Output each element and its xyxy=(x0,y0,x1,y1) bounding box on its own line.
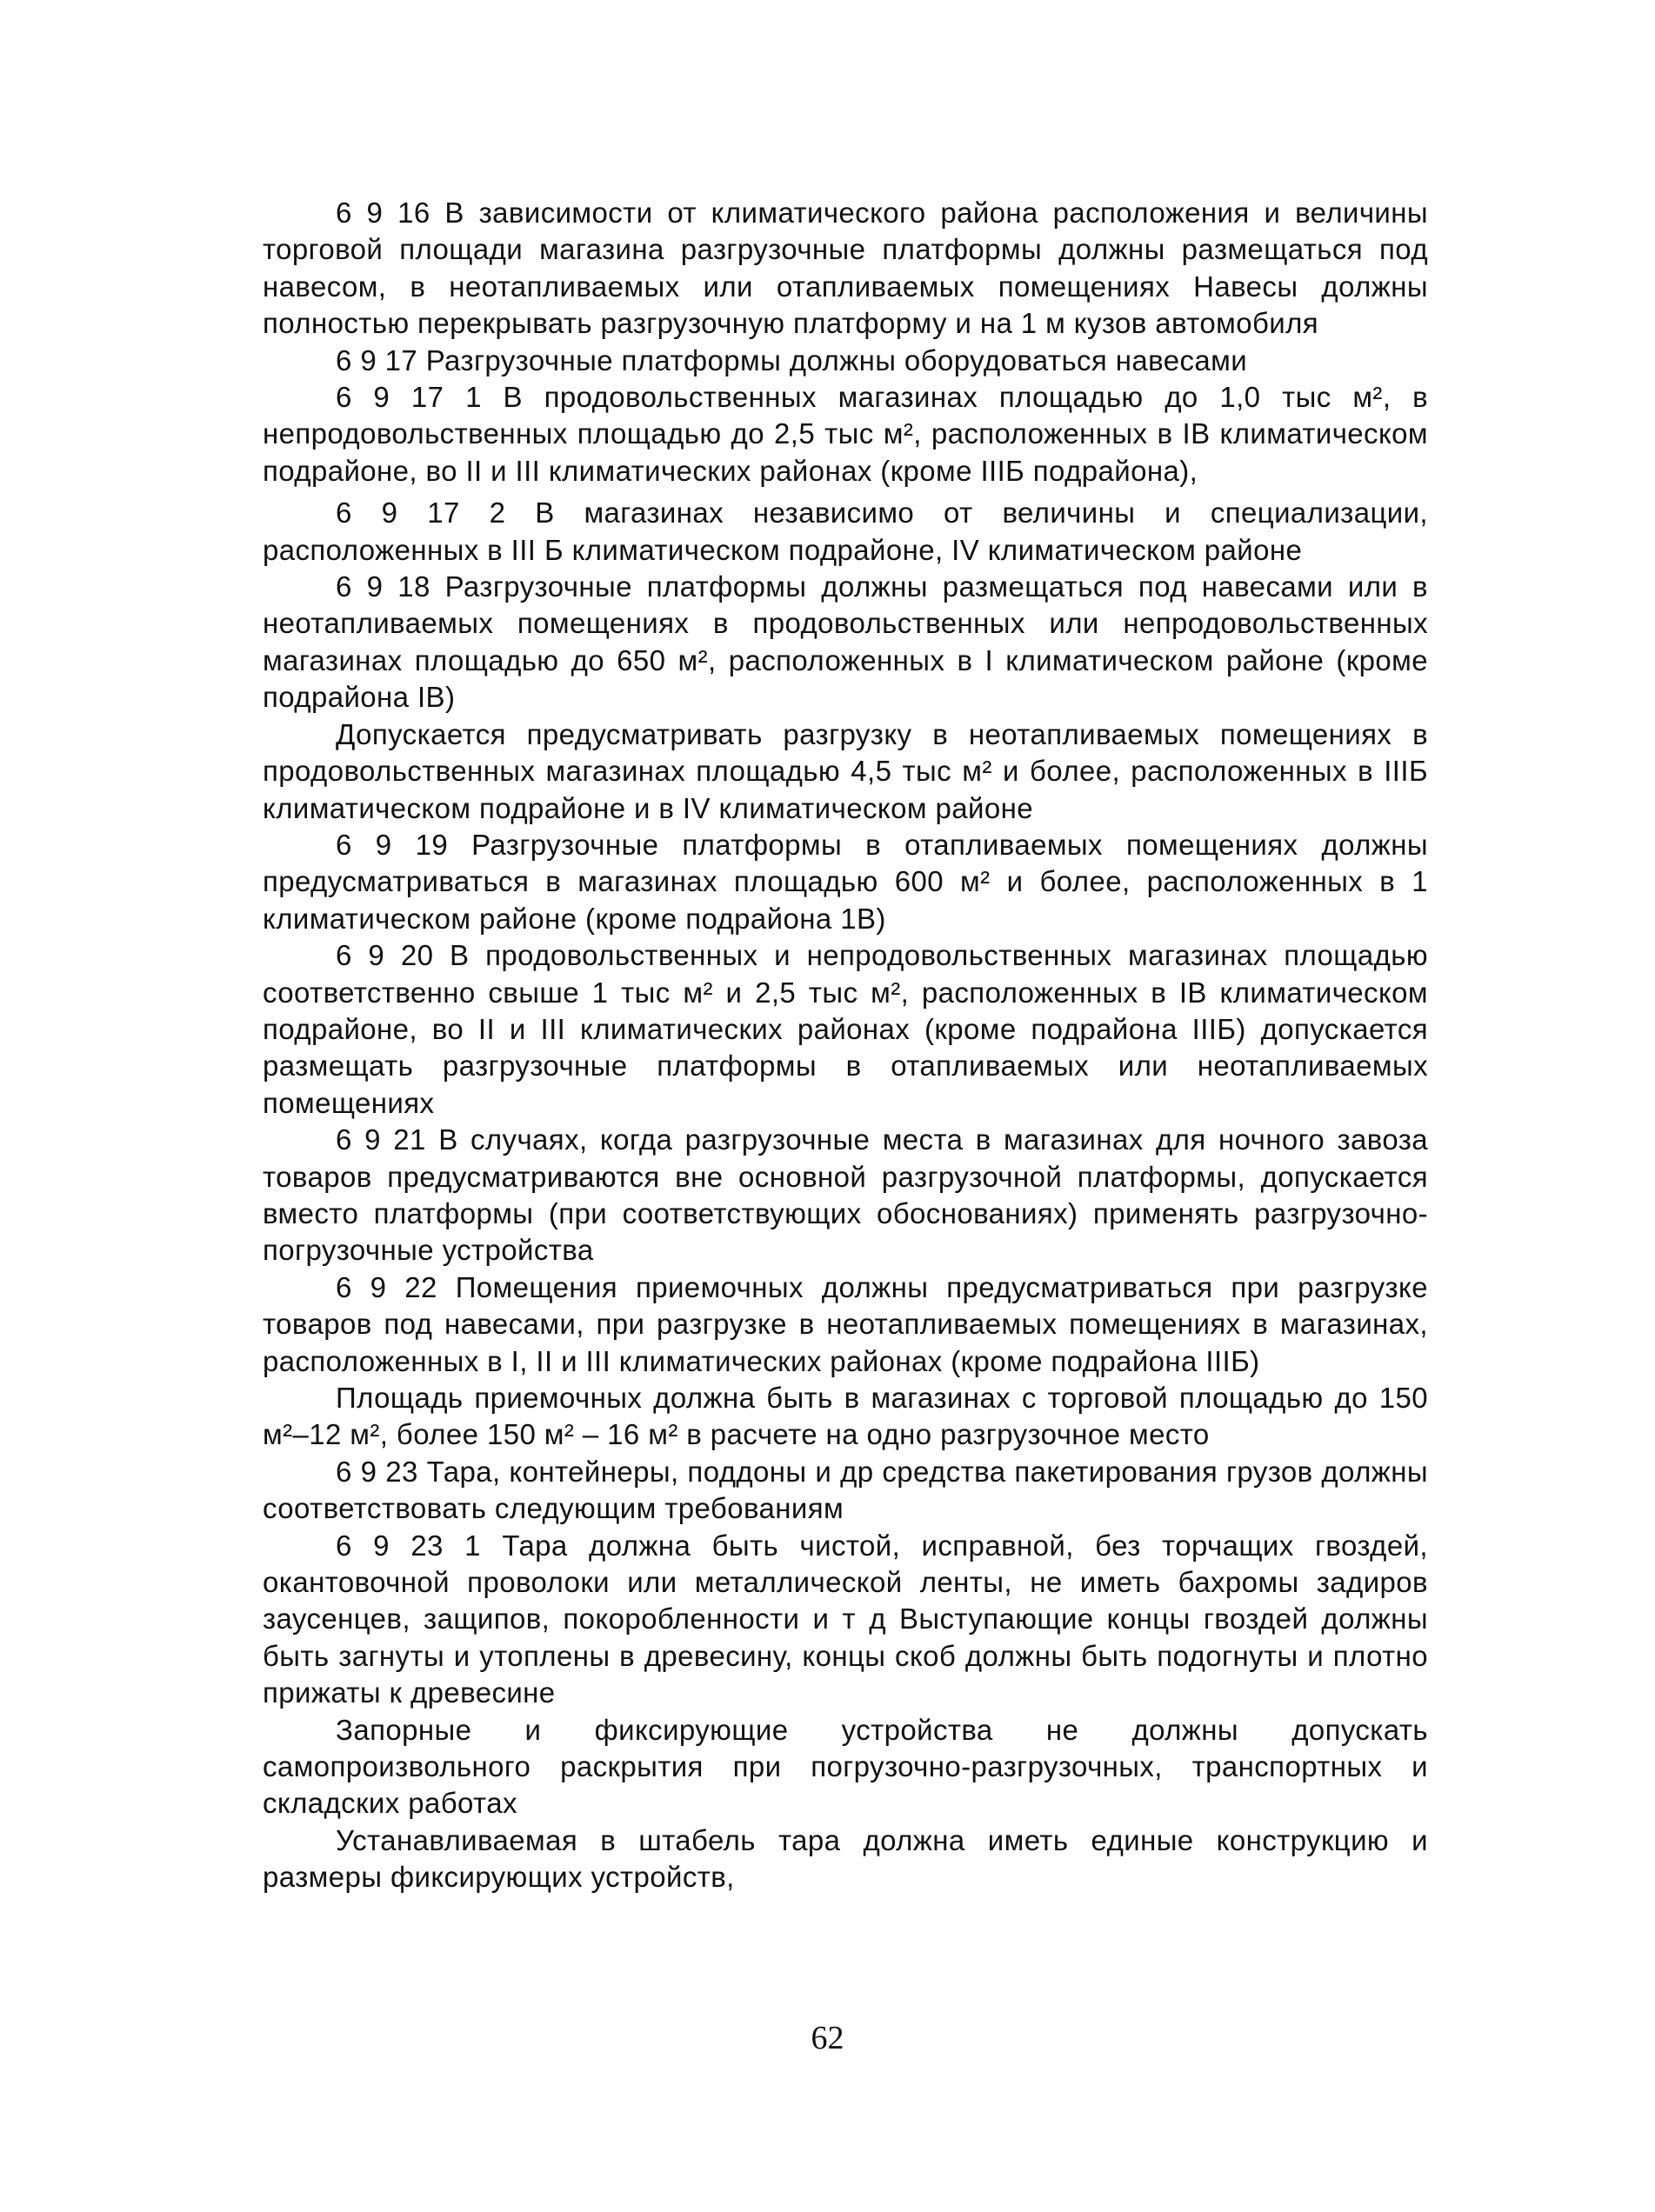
paragraph-6-9-18: 6 9 18 Разгрузочные платформы должны размещаться под навесами или в неотапливаемых помещениях в продовольственных или непродовольственных магазинах площадью до 650 м², расположенных в I климатическом районе (кроме подрайона IВ) xyxy=(263,570,1428,714)
paragraph-stacked-containers: Устанавливаемая в штабель тара должна иметь единые конструкцию и размеры фиксирующих устройств, xyxy=(263,1823,1428,1894)
paragraph-6-9-16: 6 9 16 В зависимости от климатического района расположения и величины торговой площади магазина разгрузочные платформы должны размещаться под навесом, в неотапливаемых или отапливаемых помещениях Навесы должны полностью перекрывать разгрузочную платформу и на 1 м кузов автомобиля xyxy=(263,197,1428,340)
paragraph-receiving-area: Площадь приемочных должна быть в магазинах с торговой площадью до 150 м²–12 м², более 150 м² – 16 м² в расчете на одно разгрузочное место xyxy=(263,1382,1428,1451)
paragraph-6-9-19: 6 9 19 Разгрузочные платформы в отапливаемых помещениях должны предусматриваться в магазинах площадью 600 м² и более, расположенных в 1 климатическом районе (кроме подрайона 1В) xyxy=(263,828,1428,935)
paragraph-6-9-23: 6 9 23 Тара, контейнеры, поддоны и др средства пакетирования грузов должны соответствовать следующим требованиям xyxy=(263,1455,1428,1525)
paragraph-6-9-23-1: 6 9 23 1 Тара должна быть чистой, исправной, без торчащих гвоздей, окантовочной проволоки или металлической ленты, не иметь бахромы задиров заусенцев, защипов, покоробленности и т д Выступающие концы гвоздей должны быть загнуты и утоплены в древесину, концы скоб должны быть подогнуты и плотно прижаты к древесине xyxy=(263,1529,1428,1709)
page-number: 62 xyxy=(811,2020,844,2056)
paragraph-6-9-20: 6 9 20 В продовольственных и непродовольственных магазинах площадью соответственно свыше 1 тыс м² и 2,5 тыс м², расположенных в IВ климатическом подрайоне, во II и III климатических районах (кроме подрайона IIIБ) допускается размещать разгрузочные платформы в отапливаемых или неотапливаемых помещениях xyxy=(263,939,1428,1119)
body-text xyxy=(263,195,1428,1896)
paragraph-6-9-22: 6 9 22 Помещения приемочных должны предусматриваться при разгрузке товаров под навесами, при разгрузке в неотапливаемых помещениях в магазинах, расположенных в I, II и III климатических районах (кроме подрайона IIIБ) xyxy=(263,1270,1428,1377)
paragraph-6-9-21: 6 9 21 В случаях, когда разгрузочные места в магазинах для ночного завоза товаров предусматриваются вне основной разгрузочной платформы, допускается вместо платформы (при соответствующих обоснованиях) применять разгрузочно-погрузочные устройства xyxy=(263,1123,1428,1267)
paragraph-6-9-17: 6 9 17 Разгрузочные платформы должны оборудоваться навесами xyxy=(336,343,1248,376)
paragraph-6-9-17-2: 6 9 17 2 В магазинах независимо от величины и специализации, расположенных в III Б климатическом подрайоне, IV климатическом районе xyxy=(263,496,1428,566)
paragraph-locking-devices: Запорные и фиксирующие устройства не должны допускать самопроизвольного раскрытия при погрузочно-разгрузочных, транспортных и складских работах xyxy=(263,1713,1428,1820)
paragraph-unloading-allowed: Допускается предусматривать разгрузку в неотапливаемых помещениях в продовольственных магазинах площадью 4,5 тыс м² и более, расположенных в IIIБ климатическом подрайоне и в IV климатическом районе xyxy=(263,717,1428,824)
paragraph-6-9-17-1: 6 9 17 1 В продовольственных магазинах площадью до 1,0 тыс м², в непродовольственных площадью до 2,5 тыс м², расположенных в IВ климатическом подрайоне, во II и III климатических районах (кроме IIIБ подрайона), xyxy=(263,381,1428,487)
